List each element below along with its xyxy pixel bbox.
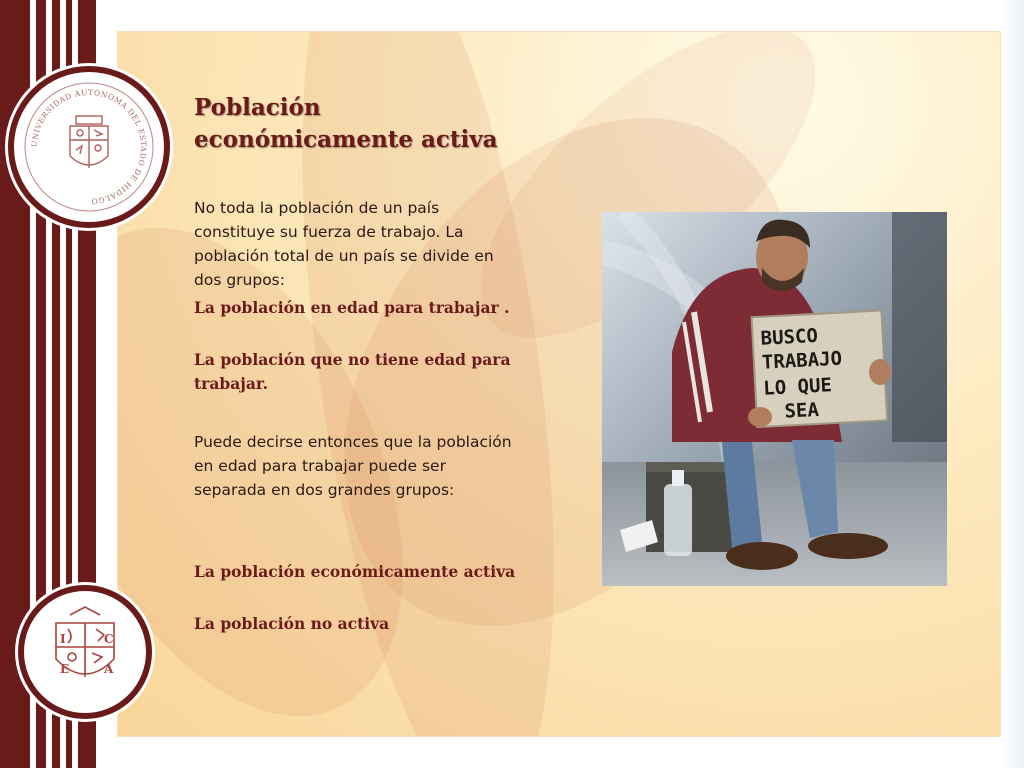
subgroup-inactive: La población no activa — [194, 614, 390, 633]
svg-text:E: E — [60, 662, 70, 676]
sign-line-1: BUSCO — [760, 324, 819, 350]
icea-crest-icon — [18, 585, 152, 719]
seal-ring-text: UNIVERSIDAD AUTÓNOMA DEL ESTADO DE HIDALGO — [29, 87, 149, 207]
group-non-working-age: La población que no tiene edad para trabajar. — [194, 350, 511, 393]
title-line-2: económicamente activa — [194, 126, 498, 153]
svg-text:A: A — [104, 662, 114, 676]
subgroup-active: La población económicamente activa — [194, 562, 516, 581]
group-working-age: La población en edad para trabajar . — [194, 298, 510, 317]
paragraph-intro: No toda la población de un país constituye su fuerza de trabajo. La población total de un país se divide en dos grupos: — [194, 199, 494, 289]
slide-title — [194, 92, 534, 156]
unemployed-man-photo — [602, 212, 947, 586]
university-seal-icon — [8, 66, 170, 228]
svg-text:C: C — [104, 632, 114, 646]
sign-line-4: SEA — [783, 398, 820, 423]
sign-line-2: TRABAJO — [761, 347, 843, 374]
sign-line-3: LO QUE — [762, 374, 833, 400]
paragraph-groups: Puede decirse entonces que la población en edad para trabajar puede ser separada en dos grandes grupos: — [194, 433, 512, 499]
right-edge — [1000, 0, 1024, 768]
title-line-1: Población — [194, 94, 321, 121]
svg-text:I: I — [60, 632, 66, 646]
